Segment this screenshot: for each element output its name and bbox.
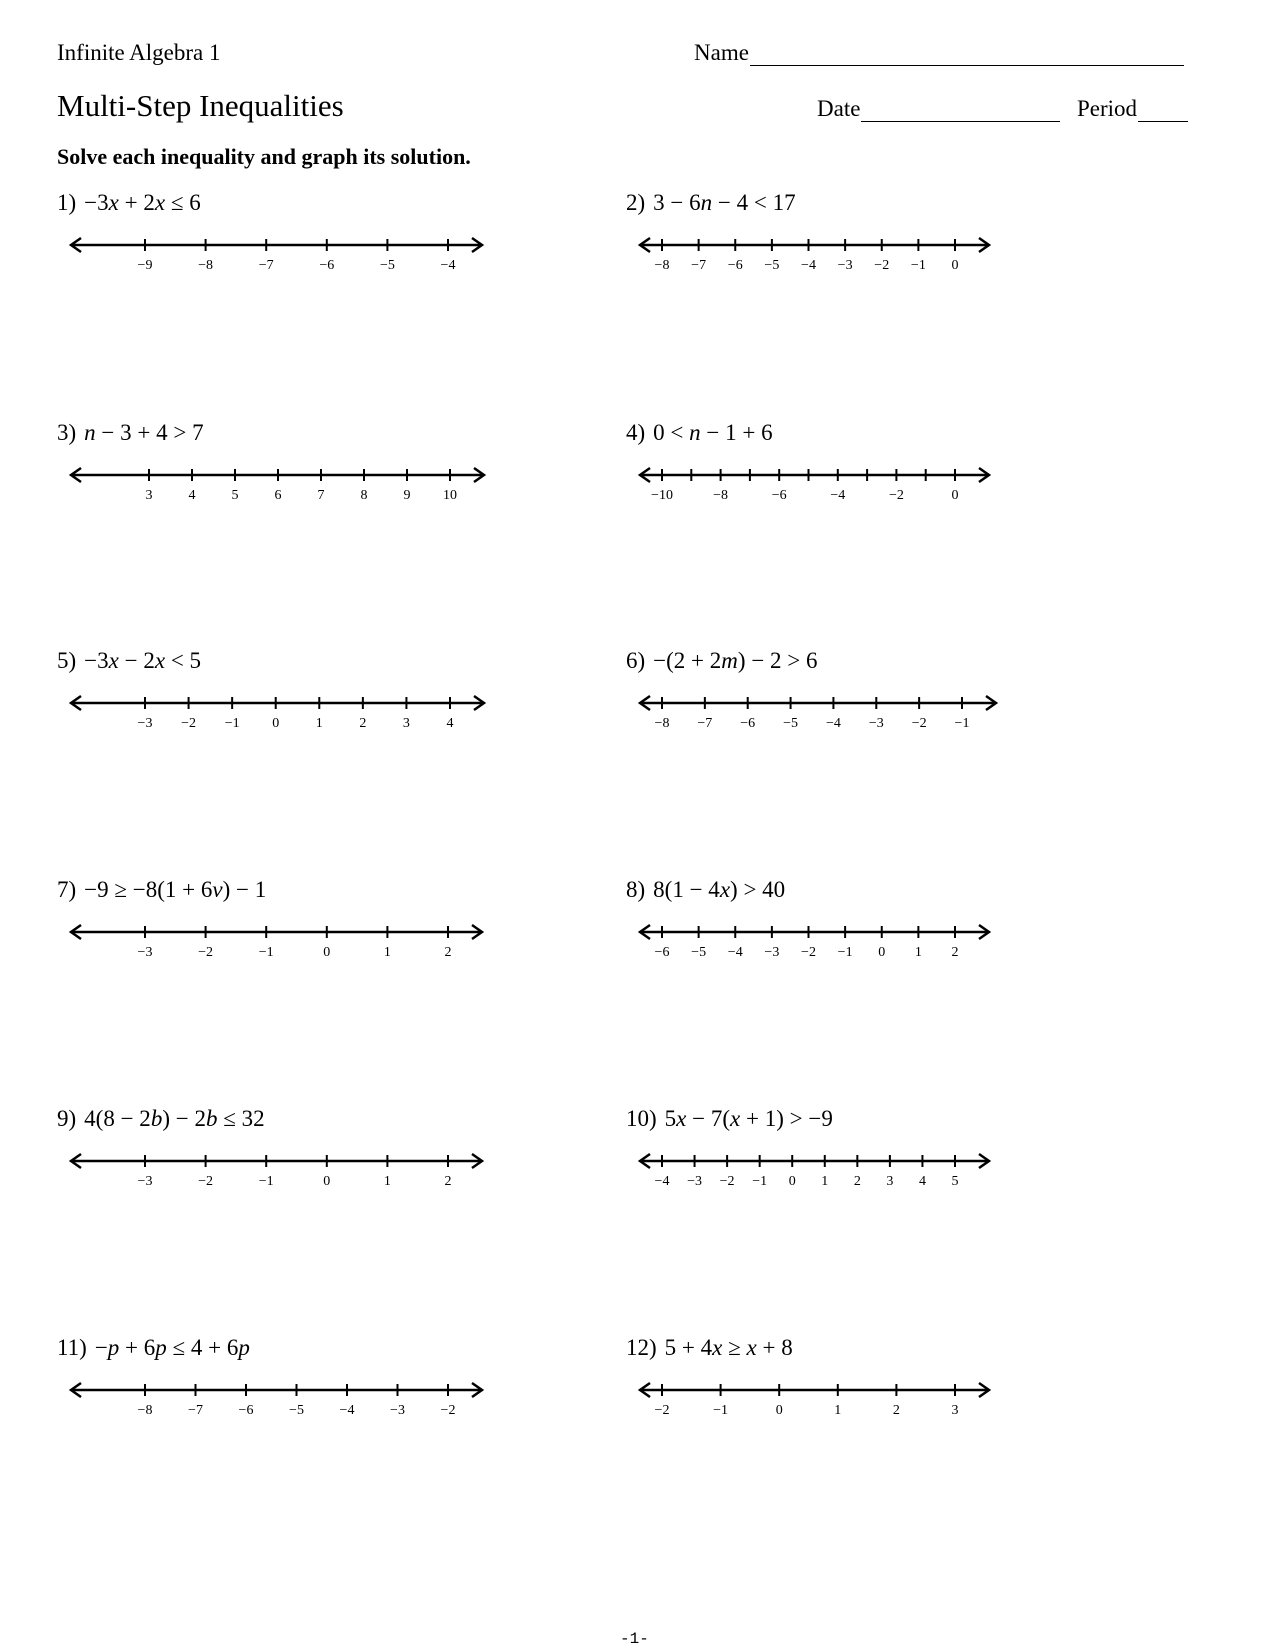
tick-label: −4 <box>727 945 743 960</box>
tick-label: 0 <box>788 1174 796 1189</box>
tick-label: 0 <box>951 488 959 503</box>
date-label: Date <box>817 96 861 121</box>
inequality-text <box>626 648 818 674</box>
inequality-text <box>626 1106 833 1132</box>
inequality-text <box>626 190 796 216</box>
tick-label: 3 <box>951 1403 959 1418</box>
expression-part: − 3 + 4 > 7 <box>95 420 204 445</box>
variable: b <box>150 1106 163 1131</box>
number-line[interactable] <box>636 1379 996 1419</box>
inequality-text <box>57 1335 250 1361</box>
tick-label: −6 <box>727 258 743 273</box>
expression-part: 3 − 6 <box>653 190 701 215</box>
problem-number: 10) <box>626 1106 657 1131</box>
tick-label: 1 <box>834 1403 842 1418</box>
tick-label: −4 <box>339 1403 355 1418</box>
variable: x <box>719 877 731 902</box>
period-field[interactable] <box>1077 96 1188 122</box>
name-blank[interactable] <box>750 45 1184 66</box>
variable: x <box>730 1106 741 1131</box>
expression-part: − 2 <box>118 648 155 673</box>
number-line[interactable] <box>67 234 456 274</box>
inequality-text <box>57 877 266 903</box>
expression-part: 0 < <box>653 420 690 445</box>
tick-label: −2 <box>801 945 816 960</box>
inequality-text <box>57 1106 265 1132</box>
tick-label: 0 <box>323 945 331 960</box>
expression-part: − <box>94 1335 108 1360</box>
tick-label: −6 <box>740 716 756 731</box>
tick-label: −6 <box>654 945 670 960</box>
tick-label: 2 <box>892 1403 900 1418</box>
tick-label: −6 <box>319 258 335 273</box>
expression-part: 8(1 − 4 <box>653 877 720 902</box>
expression-part: ) − 2 <box>162 1106 206 1131</box>
tick-label: 5 <box>231 488 239 503</box>
variable: x <box>108 190 119 215</box>
problem-number: 3) <box>57 420 77 445</box>
tick-label: −5 <box>783 716 799 731</box>
number-line[interactable] <box>636 921 996 961</box>
variable: n <box>689 420 701 445</box>
tick-label: −3 <box>837 258 853 273</box>
tick-label: −2 <box>911 716 927 731</box>
tick-label: −4 <box>801 258 816 273</box>
course-name: Infinite Algebra 1 <box>57 40 221 65</box>
inequality-text <box>626 877 785 903</box>
tick-label: −1 <box>713 1403 729 1418</box>
tick-label: −1 <box>258 945 274 960</box>
tick-label: −2 <box>888 488 904 503</box>
expression-part: + 8 <box>756 1335 793 1360</box>
number-line[interactable] <box>67 921 452 961</box>
tick-label: −7 <box>188 1403 203 1418</box>
problem-number: 2) <box>626 190 646 215</box>
number-line[interactable] <box>636 464 996 504</box>
tick-label: 0 <box>951 258 959 273</box>
problem-number: 8) <box>626 877 646 902</box>
tick-label: −4 <box>654 1174 670 1189</box>
tick-label: 3 <box>145 488 153 503</box>
tick-label: −7 <box>258 258 274 273</box>
tick-label: 1 <box>821 1174 829 1189</box>
problem-number: 4) <box>626 420 646 445</box>
tick-label: −3 <box>137 716 153 731</box>
name-field[interactable] <box>694 40 1184 66</box>
expression-part: ≥ <box>722 1335 747 1360</box>
number-line[interactable] <box>67 464 457 504</box>
tick-label: 2 <box>951 945 959 960</box>
problem-number: 12) <box>626 1335 657 1360</box>
page-number: -1- <box>620 1630 649 1648</box>
tick-label: −8 <box>137 1403 153 1418</box>
tick-label: 1 <box>383 1174 391 1189</box>
variable: m <box>721 648 738 673</box>
expression-part: −(2 + 2 <box>653 648 722 673</box>
date-blank[interactable] <box>861 101 1060 122</box>
tick-label: 2 <box>359 716 367 731</box>
inequality-text <box>57 420 204 446</box>
tick-label: −1 <box>752 1174 768 1189</box>
tick-label: 1 <box>315 716 323 731</box>
number-line[interactable] <box>67 1150 452 1190</box>
tick-label: −5 <box>289 1403 304 1418</box>
problem-number: 11) <box>57 1335 87 1360</box>
expression-part: + 6 <box>119 1335 156 1360</box>
tick-label: −2 <box>654 1403 670 1418</box>
variable: n <box>700 190 713 215</box>
tick-label: −5 <box>764 258 780 273</box>
tick-label: −2 <box>719 1174 735 1189</box>
expression-part: ) − 1 <box>222 877 267 902</box>
expression-part: ) > 40 <box>730 877 786 902</box>
tick-label: −8 <box>654 258 670 273</box>
date-field[interactable] <box>817 96 1060 122</box>
tick-label: −3 <box>137 1174 153 1189</box>
variable: x <box>712 1335 723 1360</box>
tick-label: −1 <box>837 945 853 960</box>
tick-label: 3 <box>886 1174 894 1189</box>
tick-label: −2 <box>874 258 890 273</box>
tick-label: −1 <box>954 716 970 731</box>
tick-label: 0 <box>775 1403 783 1418</box>
expression-part: 4(8 − 2 <box>84 1106 151 1131</box>
expression-part: −9 ≥ −8(1 + 6 <box>84 877 213 902</box>
problem-number: 5) <box>57 648 77 673</box>
tick-label: −5 <box>691 945 707 960</box>
tick-label: −4 <box>825 716 841 731</box>
worksheet-title: Multi-Step Inequalities <box>57 88 344 123</box>
problem-number: 1) <box>57 190 77 215</box>
tick-label: 4 <box>918 1174 926 1189</box>
tick-label: −2 <box>181 716 197 731</box>
tick-label: −6 <box>771 488 787 503</box>
tick-label: 1 <box>383 945 391 960</box>
variable: p <box>238 1335 250 1360</box>
tick-label: 2 <box>444 1174 452 1189</box>
tick-label: 4 <box>188 488 196 503</box>
tick-label: −10 <box>651 488 673 503</box>
tick-label: −3 <box>137 945 153 960</box>
tick-label: −1 <box>910 258 926 273</box>
tick-label: −2 <box>198 945 214 960</box>
expression-part: + 1) > −9 <box>740 1106 833 1131</box>
period-label: Period <box>1077 96 1138 121</box>
expression-part: + 2 <box>118 190 155 215</box>
tick-label: −7 <box>691 258 707 273</box>
number-line[interactable] <box>67 692 454 732</box>
tick-label: −4 <box>440 258 456 273</box>
variable: x <box>676 1106 687 1131</box>
variable: v <box>212 877 223 902</box>
expression-part: −3 <box>84 190 109 215</box>
tick-label: −2 <box>440 1403 456 1418</box>
tick-label: −8 <box>654 716 670 731</box>
tick-label: 2 <box>853 1174 861 1189</box>
tick-label: −1 <box>224 716 240 731</box>
tick-label: 7 <box>317 488 325 503</box>
expression-part: 5 <box>664 1106 677 1131</box>
period-blank[interactable] <box>1138 101 1188 122</box>
inequality-text <box>57 190 201 216</box>
tick-label: 9 <box>403 488 411 503</box>
variable: x <box>154 648 166 673</box>
variable: x <box>746 1335 757 1360</box>
tick-label: −3 <box>687 1174 703 1189</box>
variable: b <box>205 1106 218 1131</box>
expression-part: < 5 <box>165 648 202 673</box>
tick-label: 4 <box>446 716 454 731</box>
tick-label: −2 <box>198 1174 214 1189</box>
expression-part: −3 <box>84 648 109 673</box>
tick-label: 2 <box>444 945 452 960</box>
name-label: Name <box>694 40 749 65</box>
expression-part: ≤ 6 <box>165 190 201 215</box>
tick-label: 6 <box>274 488 282 503</box>
tick-label: −4 <box>830 488 846 503</box>
number-line[interactable] <box>636 1150 996 1190</box>
problem-number: 7) <box>57 877 77 902</box>
tick-label: 0 <box>878 945 886 960</box>
tick-label: −5 <box>379 258 395 273</box>
tick-label: 5 <box>951 1174 959 1189</box>
tick-label: 0 <box>323 1174 331 1189</box>
variable: p <box>155 1335 167 1360</box>
expression-part: ≤ 4 + 6 <box>166 1335 239 1360</box>
tick-label: 0 <box>272 716 280 731</box>
expression-part: ) − 2 > 6 <box>737 648 818 673</box>
tick-label: −6 <box>238 1403 254 1418</box>
tick-label: −3 <box>764 945 780 960</box>
number-line[interactable] <box>636 234 996 274</box>
variable: x <box>108 648 119 673</box>
number-line[interactable] <box>67 1379 456 1419</box>
expression-part: 5 + 4 <box>664 1335 713 1360</box>
expression-part: − 7( <box>686 1106 731 1131</box>
problem-number: 9) <box>57 1106 77 1131</box>
tick-label: 1 <box>914 945 922 960</box>
tick-label: 8 <box>360 488 368 503</box>
tick-label: −9 <box>137 258 153 273</box>
tick-label: −3 <box>868 716 884 731</box>
variable: p <box>107 1335 120 1360</box>
expression-part: − 1 + 6 <box>700 420 773 445</box>
inequality-text <box>626 1335 793 1361</box>
inequality-text <box>57 648 201 674</box>
variable: n <box>84 420 96 445</box>
variable: x <box>154 190 166 215</box>
tick-label: −3 <box>390 1403 405 1418</box>
problem-number: 6) <box>626 648 646 673</box>
expression-part: ≤ 32 <box>217 1106 265 1131</box>
instructions: Solve each inequality and graph its solution. <box>57 144 471 169</box>
tick-label: −8 <box>198 258 214 273</box>
tick-label: 10 <box>443 488 457 503</box>
number-line[interactable] <box>636 692 996 732</box>
tick-label: −1 <box>258 1174 274 1189</box>
inequality-text <box>626 420 773 446</box>
expression-part: − 4 < 17 <box>712 190 796 215</box>
tick-label: −8 <box>713 488 729 503</box>
tick-label: −7 <box>697 716 713 731</box>
tick-label: 3 <box>402 716 410 731</box>
